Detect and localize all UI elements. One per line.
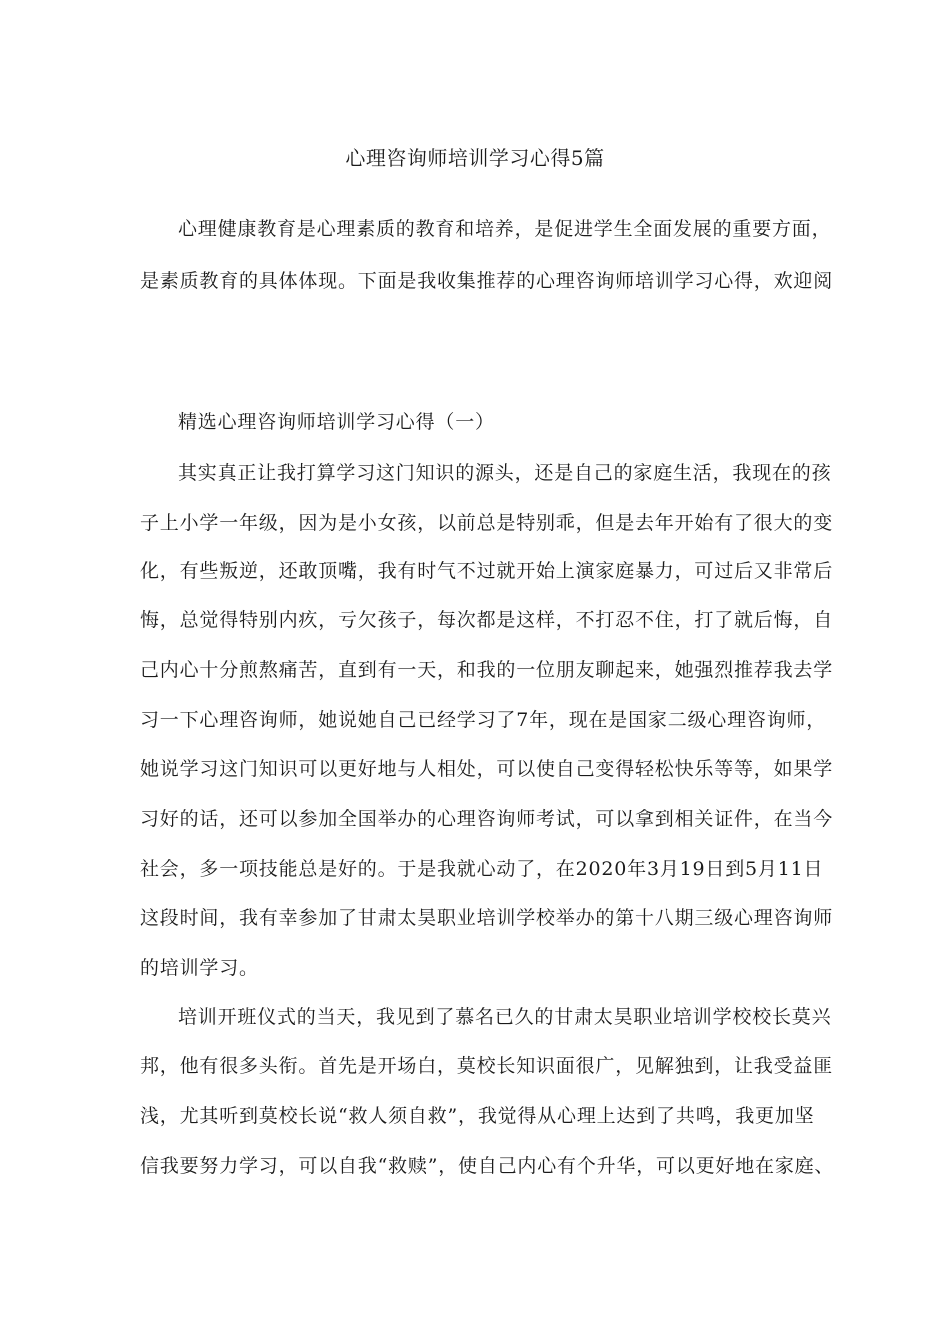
paragraph2-line-1: 培训开班仪式的当天，我见到了慕名已久的甘肃太昊职业培训学校校长莫兴: [178, 1006, 832, 1028]
intro-line-2: 是素质教育的具体体现。下面是我收集推荐的心理咨询师培训学习心得，欢迎阅: [140, 270, 834, 292]
section-heading: 精选心理咨询师培训学习心得（一）: [178, 411, 495, 433]
paragraph1-line-4: 悔，总觉得特别内疚，亏欠孩子，每次都是这样，不打忍不住，打了就后悔，自: [140, 609, 834, 631]
paragraph1-line-5: 己内心十分煎熬痛苦，直到有一天，和我的一位朋友聊起来，她强烈推荐我去学: [140, 659, 834, 681]
paragraph1-line-7: 她说学习这门知识可以更好地与人相处，可以使自己变得轻松快乐等等，如果学: [140, 758, 834, 780]
paragraph2-line-3: 浅，尤其听到莫校长说“救人须自救”，我觉得从心理上达到了共鸣，我更加坚: [140, 1105, 815, 1127]
document-title: 心理咨询师培训学习心得5篇: [345, 146, 605, 170]
paragraph2-line-2: 邦，他有很多头衔。首先是开场白，莫校长知识面很广，见解独到，让我受益匪: [140, 1055, 834, 1077]
intro-line-1: 心理健康教育是心理素质的教育和培养，是促进学生全面发展的重要方面，: [178, 218, 832, 240]
paragraph2-line-4: 信我要努力学习，可以自我“救赎”，使自己内心有个升华，可以更好地在家庭、: [140, 1155, 835, 1177]
paragraph1-line-9: 社会，多一项技能总是好的。于是我就心动了，在2020年3月19日到5月11日: [140, 858, 824, 880]
paragraph1-line-2: 子上小学一年级，因为是小女孩，以前总是特别乖，但是去年开始有了很大的变: [140, 512, 834, 534]
paragraph1-line-1: 其实真正让我打算学习这门知识的源头，还是自己的家庭生活，我现在的孩: [178, 462, 832, 484]
paragraph1-line-8: 习好的话，还可以参加全国举办的心理咨询师考试，可以拿到相关证件，在当今: [140, 808, 834, 830]
paragraph1-line-3: 化，有些叛逆，还敢顶嘴，我有时气不过就开始上演家庭暴力，可过后又非常后: [140, 560, 834, 582]
paragraph1-line-6: 习一下心理咨询师，她说她自己已经学习了7年，现在是国家二级心理咨询师，: [140, 709, 827, 731]
paragraph1-line-11: 的培训学习。: [140, 957, 259, 979]
paragraph1-line-10: 这段时间，我有幸参加了甘肃太昊职业培训学校举办的第十八期三级心理咨询师: [140, 907, 834, 929]
